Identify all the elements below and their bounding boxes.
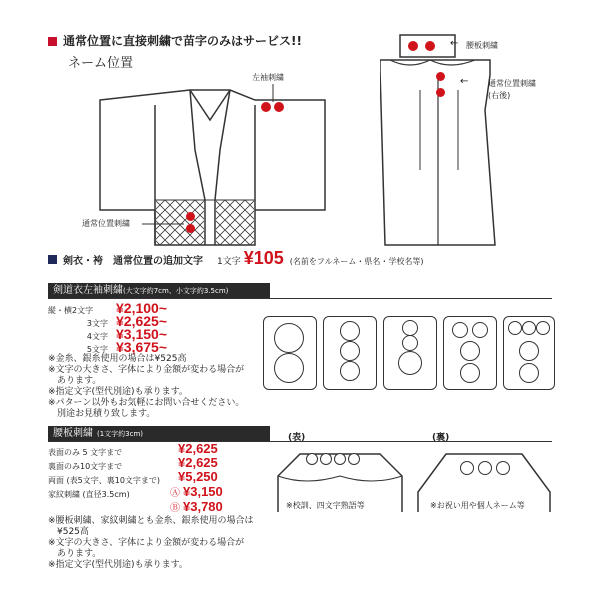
kamon-row-a xyxy=(170,484,223,499)
front-circle-icon xyxy=(320,453,332,465)
koshi-row-price: ¥2,625 xyxy=(178,455,218,470)
additional-row xyxy=(48,248,423,269)
name-position-title: ネーム位置 xyxy=(68,56,134,71)
back-label: (裏) xyxy=(432,433,450,443)
koshi-row-price: ¥2,625 xyxy=(178,441,218,456)
red-dot-front-2 xyxy=(186,224,195,233)
sleeve-notes xyxy=(48,354,244,420)
navy-square-icon xyxy=(48,255,57,264)
back-circle-icon xyxy=(460,461,474,475)
circle-icon xyxy=(402,335,418,351)
additional-title: 剣衣・袴 通常位置の追加文字 xyxy=(63,256,203,267)
pattern-box-5 xyxy=(503,316,555,390)
leader-line xyxy=(140,220,185,228)
pattern-box-4 xyxy=(383,316,437,390)
koshi-row-price: ¥5,250 xyxy=(178,469,218,484)
circle-icon xyxy=(472,322,488,338)
pattern-box-4b xyxy=(443,316,497,390)
sleeve-row-price: ¥3,150~ xyxy=(116,326,167,342)
normal-back-label-1: 通常位置刺繍 xyxy=(488,79,536,88)
service-header xyxy=(48,32,302,49)
red-dot-sleeve-2 xyxy=(274,102,284,112)
note-line: あります。 xyxy=(48,549,102,559)
normal-back-label-2: (右後) xyxy=(488,91,511,100)
red-dot-back-2 xyxy=(436,88,445,97)
sleeve-section-bar xyxy=(48,283,270,299)
back-caption: ※お祝い用や個人ネーム等 xyxy=(430,501,525,510)
additional-note: (名前をフルネーム・県名・学校名等) xyxy=(289,257,424,266)
note-line: ※指定文字(型代別途)も承ります。 xyxy=(48,560,188,570)
note-line: 別途お見積り致します。 xyxy=(48,409,156,419)
sleeve-row-price: ¥2,100~ xyxy=(116,300,167,316)
koshiita-section-bar xyxy=(48,426,270,442)
sleeve-row-label: 4文字 xyxy=(86,332,108,341)
koshi-row-label: 両面 (表5文字、裏10文字まで) xyxy=(48,476,161,485)
koshi-row-label: 表面のみ 5 文字まで xyxy=(48,448,123,457)
red-dot-koshi-2 xyxy=(425,41,435,51)
koshiita-price-col xyxy=(178,442,218,484)
sleeve-price-row xyxy=(48,339,167,355)
sleeve-separator xyxy=(48,298,552,299)
sleeve-row-price: ¥2,625~ xyxy=(116,313,167,329)
note-line: あります。 xyxy=(48,376,102,386)
circle-icon xyxy=(452,322,468,338)
red-dot-back-1 xyxy=(436,72,445,81)
circle-icon xyxy=(536,321,550,335)
koshiita-label: 腰板刺繍 xyxy=(466,41,498,50)
circle-icon xyxy=(274,323,304,353)
koshi-row-label: 裏面のみ10文字まで xyxy=(48,462,123,471)
normal-position-label: 通常位置刺繍 xyxy=(82,219,130,228)
red-dot-front-1 xyxy=(186,212,195,221)
circle-icon xyxy=(398,351,422,375)
note-line: ※文字の大きさ、字体により金額が変わる場合が xyxy=(48,538,245,548)
red-dot-sleeve-1 xyxy=(261,102,271,112)
sleeve-row-label: 3文字 xyxy=(86,319,108,328)
pattern-box-3 xyxy=(323,316,377,390)
note-line: ※パターン以外もお気軽にお問い合せください。 xyxy=(48,398,245,408)
kamon-price-b: ¥3,780 xyxy=(183,499,223,514)
service-note: 通常位置に直接刺繍で苗字のみはサービス!! xyxy=(63,34,302,48)
marker-a: Ⓐ xyxy=(170,488,180,499)
front-label: (表) xyxy=(288,433,306,443)
circle-icon xyxy=(402,320,418,336)
sleeve-row-price: ¥3,675~ xyxy=(116,339,167,355)
front-circle-icon xyxy=(334,453,346,465)
circle-icon xyxy=(460,363,480,383)
koshi-row-label: 家紋刺繍 (直径3.5cm) xyxy=(48,490,130,499)
back-circle-icon xyxy=(496,461,510,475)
sleeve-title: 剣道衣左袖刺繍 xyxy=(53,285,123,296)
arrow-icon: ← xyxy=(460,76,469,87)
kamon-price-a: ¥3,150 xyxy=(183,484,223,499)
koshiita-notes xyxy=(48,516,254,571)
circle-icon xyxy=(519,363,539,383)
arrow-icon: ← xyxy=(450,38,459,49)
circle-icon xyxy=(460,341,480,361)
koshiita-title: 腰板刺繍 xyxy=(53,428,93,439)
sleeve-subtitle: (大文字約7cm、小文字約3.5cm) xyxy=(123,287,229,295)
kamon-row-b xyxy=(170,499,223,514)
hakama-diagram xyxy=(380,30,500,250)
front-circle-icon xyxy=(306,453,318,465)
front-circle-icon xyxy=(348,453,360,465)
circle-icon xyxy=(522,321,536,335)
circle-icon xyxy=(519,341,539,361)
circle-icon xyxy=(340,361,360,381)
circle-icon xyxy=(340,321,360,341)
pattern-box-2 xyxy=(263,316,317,390)
note-line: ※文字の大きさ、字体により金額が変わる場合が xyxy=(48,365,245,375)
note-line: ※指定文字(型代別途)も承ります。 xyxy=(48,387,188,397)
red-dot-koshi-1 xyxy=(408,41,418,51)
sleeve-row-label: 5文字 xyxy=(86,345,108,354)
note-line: ※金糸、銀糸使用の場合は¥525高 xyxy=(48,354,187,364)
circle-icon xyxy=(274,353,304,383)
note-line: ※腰板刺繍、家紋刺繍とも金糸、銀糸使用の場合は xyxy=(48,516,254,526)
left-sleeve-label: 左袖刺繍 xyxy=(252,73,284,82)
leader-line xyxy=(258,84,288,104)
additional-price: ¥105 xyxy=(243,248,284,268)
koshiita-subtitle: (1文字約3cm) xyxy=(97,430,144,438)
per-char-label: 1文字 xyxy=(217,257,241,267)
circle-icon xyxy=(340,341,360,361)
circle-icon xyxy=(508,321,522,335)
red-square-icon xyxy=(48,37,57,46)
marker-b: Ⓑ xyxy=(170,503,180,514)
back-circle-icon xyxy=(478,461,492,475)
sleeve-row-label: 縦・横2文字 xyxy=(48,306,94,315)
koshiita-label-col xyxy=(48,446,160,502)
front-caption: ※校訓、四文字熟語等 xyxy=(286,501,365,510)
note-line: ¥525高 xyxy=(48,527,89,537)
